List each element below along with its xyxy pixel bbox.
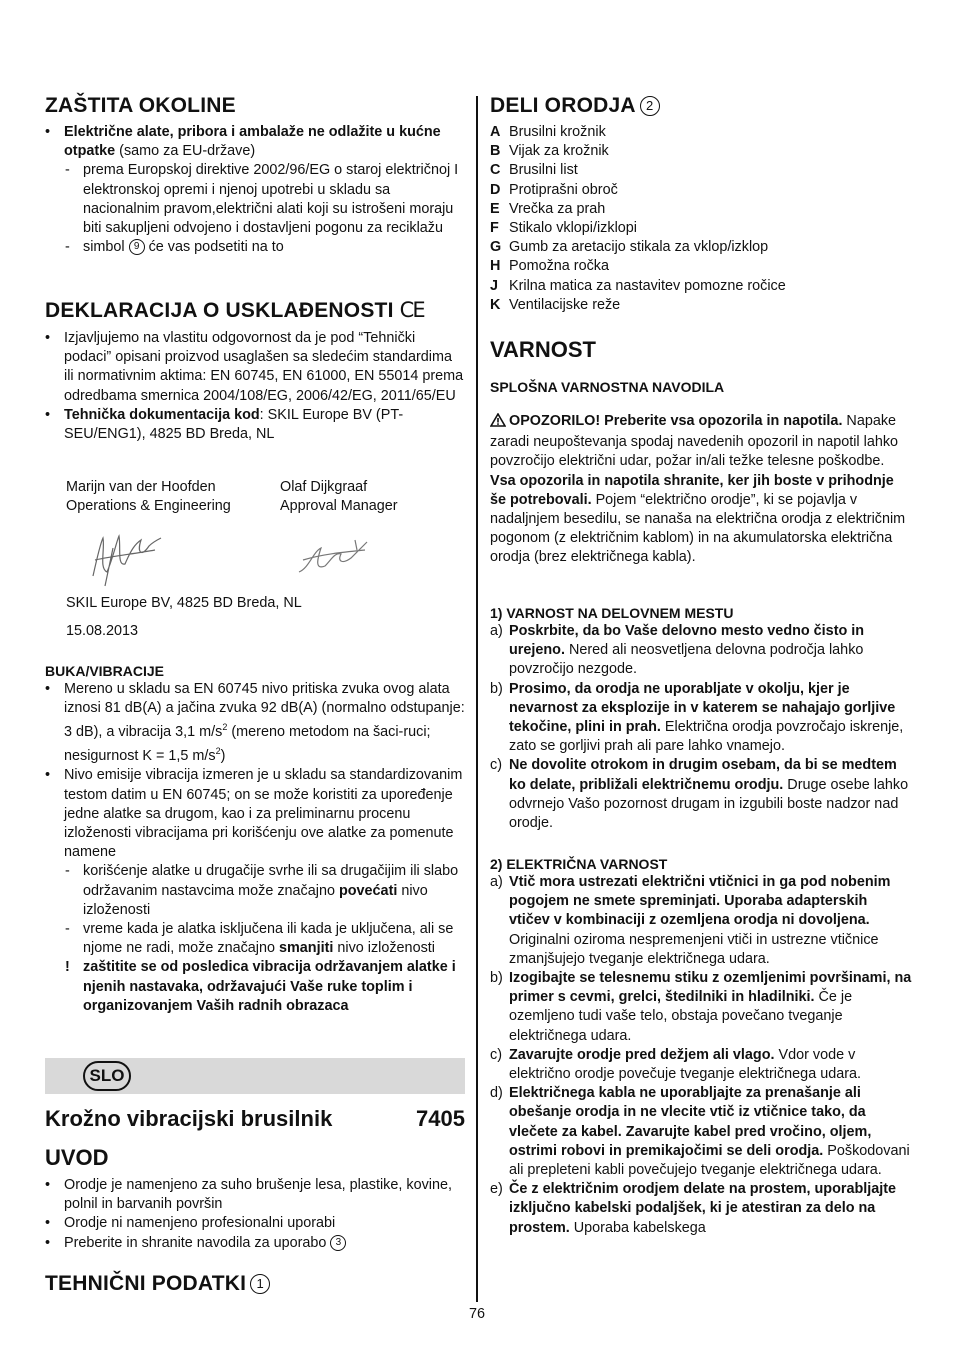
- part-key: A: [490, 124, 501, 140]
- deklaracija-bullet-1: • Izjavljujemo na vlastitu odgovornost da je pod “Tehnički podaci” opisani proizvod usaglašen sa sledećim standardima ili normativnim aktima: EN 60745, EN 61000, EN 55014 prema odredbama smernica 2004/108/EG, 2006/42/EG, 2011/65/EU: [45, 329, 465, 406]
- part-label: Brusilni krožnik: [509, 124, 606, 140]
- safety-item-text: Izogibajte se telesnemu stiku z ozemljenimi površinami, na primer s cevmi, grelci, štedilniki in hladilniki. Če je ozemljeno tudi vaše telo, obstaja povečano tveganje električnega udara.: [509, 970, 912, 1044]
- parts-list: [490, 123, 912, 315]
- uvod-bullet-1: • Orodje je namenjeno za suho brušenje lesa, plastike, kovine, polnil in barvanih površin: [45, 1176, 465, 1214]
- safety-item: [490, 1180, 912, 1238]
- safety-item-key: d): [490, 1085, 503, 1102]
- figure-ref-icon: 1: [250, 1274, 270, 1294]
- deli-heading: DELI ORODJA 2: [490, 94, 660, 118]
- safety-item-text: Zavarujte orodje pred dežjem ali vlago. Vdor vode v električno orodje povečuje tveganje električnega udara.: [509, 1046, 861, 1083]
- part-label: Stikalo vklopi/izklopi: [509, 220, 637, 237]
- deklaracija-bullet-2: • Tehnička dokumentacija kod: SKIL Europe BV (PT-SEU/ENG1), 4825 BD Breda, NL: [45, 406, 465, 444]
- part-item: [490, 142, 912, 161]
- zastita-heading: ZAŠTITA OKOLINE: [45, 94, 236, 117]
- part-key: C: [490, 162, 501, 179]
- column-divider: [476, 96, 478, 1302]
- safety-item-key: a): [490, 874, 503, 890]
- part-key: J: [490, 277, 499, 294]
- safety-item-text: Poskrbite, da bo Vaše delovno mesto vedno čisto in urejeno. Nered ali neosvetljena delovna področja lahko povzročijo nezgode.: [509, 623, 865, 678]
- declaration-date: 15.08.2013: [66, 623, 139, 639]
- safety-item: [490, 1046, 912, 1084]
- part-item: [490, 238, 912, 257]
- part-key: D: [490, 181, 501, 198]
- part-key: E: [490, 200, 500, 217]
- tehnicni-heading: TEHNIČNI PODATKI 1: [45, 1272, 270, 1296]
- zastita-dash-1: - prema Europskoj direktive 2002/96/EG o staroj električnoj I elektronskoj opremi i njenoj upotrebi u skladu sa nacionalnim pravom,električni alati koji su istrošeni moraju biti sakupljeni odvojeno i dostavljeni pogonu za reciklažu: [64, 161, 465, 238]
- safety-item: [490, 756, 912, 833]
- safety-item: [490, 873, 912, 969]
- deklaracija-heading: DEKLARACIJA O USKLAĐENOSTI CE: [45, 298, 424, 322]
- uvod-bullet-3: • Preberite in shranite navodila za uporabo 3: [45, 1234, 465, 1253]
- safety-item-key: b): [490, 970, 503, 987]
- part-label: Pomožna ročka: [509, 258, 609, 275]
- buka-bullet-1: • Mereno u skladu sa EN 60745 nivo pritiska zvuka ovog alata iznosi 81 dB(A) a jačina zvuka 92 dB(A) (normalno odstupanje: 3 dB), a vibracija 3,1 $m/s^2$ (mereno metodom na šaci-ruci; nesigurnost K = 1,5 $m/s^2$): [45, 680, 465, 766]
- safety-item-text: Prosimo, da orodja ne uporabljate v okolju, kjer je nevarnost za eksplozije in v katerem se nahajajo gorljive tekočine, plini in prah. Električna orodja povzročajo iskrenje, zato se gorljivi prah ali pare lahko vnamejo.: [509, 680, 904, 755]
- section-2-heading: 2) ELEKTRIČNA VARNOST: [490, 856, 668, 872]
- part-key: B: [490, 143, 501, 160]
- part-label: Gumb za aretacijo stikala za vklop/izklop: [509, 239, 769, 256]
- part-label: Krilna matica za nastavitev pomozne ročice: [509, 277, 786, 294]
- signatory-1: Marijn van der Hoofden Operations & Engineering: [66, 479, 231, 515]
- section-1-heading: 1) VARNOST NA DELOVNEM MESTU: [490, 605, 734, 621]
- part-item: [490, 296, 912, 315]
- safety-item-key: a): [490, 623, 503, 639]
- buka-bullet-2: • Nivo emisije vibracija izmeren je u skladu sa standardizovanim testom datim u EN 60745; on se može koristiti za upoređenje jedne alatke sa drugom, kao i za preliminarnu procenu izloženosti vibracijama pri korišćenju ove alatke za pomenute namene - korišćenje alatke u drugačije svrhe ili sa drugačijim ili slabo održavanim nastavcima može značajno povećati nivo izloženosti - vreme kada je alatka isključena ili kada je uključena, ali se njome ne radi, može značajno smanjiti nivo izloženosti ! zaštitite se od posledica vibracija održavanjem alatke i njenih nastavaka, održavajući Vaše ruke toplim i organizovanjem Vaših radnih obrazaca: [45, 766, 465, 1016]
- safety-item-key: c): [490, 1046, 502, 1063]
- page-number: 76: [468, 1306, 485, 1322]
- product-title: Krožno vibracijski brusilnik: [45, 1106, 333, 1131]
- zastita-bullet: • Električne alate, pribora i ambalaže ne odlažite u kućne otpatke (samo za EU-države) - prema Europskoj direktive 2002/96/EG o staroj električnoj I elektronskoj opremi i njenoj upotrebi u skladu sa nacionalnim pravom,električni alati koji su istrošeni moraju biti sakupljeni odvojeno i dostavljeni pogonu za reciklažu - simbol 9 će vas podsetiti na to: [45, 123, 465, 257]
- warning-triangle-icon: [490, 413, 506, 433]
- figure-ref-icon: 9: [129, 239, 145, 255]
- safety-item-key: b): [490, 680, 503, 697]
- signatory-2: Olaf Dijkgraaf Approval Manager: [280, 479, 398, 515]
- section-2-list: [490, 873, 912, 1238]
- part-item: [490, 219, 912, 238]
- safety-item-text: Ne dovolite otrokom in drugim osebam, da bi se medtem ko delate, približali električnemu orodju. Druge osebe lahko odvrnejo Vašo pozornost drugam in izgubili boste nadzor nad orodje.: [509, 757, 909, 832]
- part-label: Brusilni list: [509, 162, 578, 179]
- part-label: Vijak za krožnik: [509, 143, 609, 160]
- varnost-subheading: SPLOŠNA VARNOSTNA NAVODILA: [490, 379, 725, 395]
- part-item: [490, 277, 912, 296]
- part-item: [490, 257, 912, 276]
- section-1-list: [490, 622, 912, 833]
- product-number: 7405: [416, 1106, 465, 1131]
- zastita-section: [45, 123, 465, 257]
- part-key: H: [490, 258, 501, 275]
- part-key: G: [490, 239, 502, 256]
- part-label: Ventilacijske reže: [509, 296, 621, 313]
- safety-item-text: Električnega kabla ne uporabljajte za prenašanje ali obešanje orodja in ne vlecite vtič iz vtičnice tako, da vlečete za kabel. Zavarujte kabel pred vročino, oljem, ostrimi robovi in premikajočimi se deli orodja. Poškodovani ali prepleteni kabli povečujejo tveganje električnega udara.: [509, 1085, 910, 1179]
- figure-ref-icon: 3: [330, 1235, 346, 1251]
- signature-1-image: [83, 528, 163, 588]
- uvod-heading: UVOD: [45, 1145, 109, 1170]
- warning-paragraph: OPOZORILO! Preberite vsa opozorila in napotila. Napake zaradi neupoštevanja spodaj navedenih opozoril in napotil lahko povzročijo električni udar, požar in/ali težke telesne poškodbe. Vsa opozorila in napotila shranite, ker jih boste v prihodnje še potrebovali. Pojem “električno orodje”, ki se pojavlja v nadaljnjem besedilu, se nanaša na električna orodja z električnim pogonom (z električnim kablom) in na akumulatorska električna orodja (brez električnega kabla).: [490, 413, 906, 566]
- part-key: F: [490, 220, 499, 237]
- safety-item: [490, 969, 912, 1046]
- buka-warning: ! zaštitite se od posledica vibracija održavanjem alatke i njenih nastavaka, održavajući Vaše ruke toplim i organizovanjem Vaših radnih obrazaca: [64, 958, 465, 1016]
- part-key: K: [490, 296, 501, 313]
- part-item: [490, 123, 912, 142]
- buka-heading: BUKA/VIBRACIJE: [45, 663, 165, 679]
- language-badge: SLO: [83, 1061, 131, 1091]
- buka-dash-1: - korišćenje alatke u drugačije svrhe ili sa drugačijim ili slabo održavanim nastavcima može značajno povećati nivo izloženosti: [64, 862, 465, 920]
- safety-item: [490, 622, 912, 680]
- ce-mark-icon: CE: [399, 298, 424, 322]
- buka-dash-2: - vreme kada je alatka isključena ili kada je uključena, ali se njome ne radi, može značajno smanjiti nivo izloženosti: [64, 920, 465, 958]
- part-item: [490, 161, 912, 180]
- part-item: [490, 181, 912, 200]
- safety-item-text: Vtič mora ustrezati električni vtičnici in ga pod nobenim pogojem ne smete spreminjati. Uporaba adapterskih vtičev v kombinaciji z ozemljena orodja ni dovoljena. Originalni oziroma nespremenjeni vtiči in ustrezne vtičnice zmanjšujejo tveganje električnega udara.: [509, 874, 891, 967]
- safety-item-key: e): [490, 1181, 503, 1198]
- safety-item-key: c): [490, 757, 502, 774]
- figure-ref-icon: 2: [640, 96, 660, 116]
- part-label: Protiprašni obroč: [509, 181, 618, 198]
- zastita-dash-2: - simbol 9 će vas podsetiti na to: [64, 238, 465, 257]
- safety-item: [490, 1084, 912, 1180]
- uvod-section: [45, 1176, 465, 1253]
- company-address: SKIL Europe BV, 4825 BD Breda, NL: [66, 595, 302, 611]
- buka-section: [45, 680, 465, 1016]
- deklaracija-section: [45, 329, 465, 444]
- safety-item: [490, 680, 912, 757]
- part-label: Vrečka za prah: [509, 200, 606, 217]
- safety-item-text: Če z električnim orodjem delate na prostem, uporabljajte izključno kabelski podaljšek, ki je atestiran za delo na prostem. Uporaba kabelskega: [509, 1181, 897, 1236]
- uvod-bullet-2: • Orodje ni namenjeno profesionalni uporabi: [45, 1214, 465, 1233]
- signature-2-image: [295, 532, 375, 582]
- language-band: [45, 1058, 465, 1094]
- part-item: [490, 200, 912, 219]
- varnost-heading: VARNOST: [490, 337, 596, 362]
